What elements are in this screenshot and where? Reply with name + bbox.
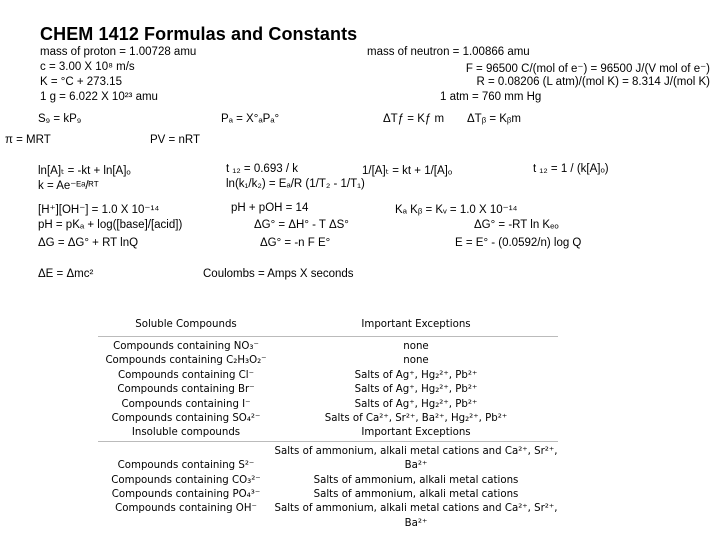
table-cell: Important Exceptions — [361, 427, 471, 439]
table-cell: Compounds containing Cl⁻ — [117, 369, 255, 381]
proton-mass: mass of proton = 1.00728 amu — [40, 46, 197, 58]
gibbs-enthalpy-entropy: ΔG° = ΔH° - T ΔS° — [254, 219, 349, 231]
table-cell: Compounds containing PO₄³⁻ — [111, 489, 261, 501]
mass-energy-equivalence: ΔE = Δmc² — [38, 268, 94, 280]
table-row — [98, 412, 558, 426]
gas-constant: R = 0.08206 (L atm)/(mol K) = 8.314 J/(mol K) — [476, 76, 710, 88]
table-cell: Compounds containing OH⁻ — [115, 503, 257, 515]
first-order-half-life: t ₁₂ = 0.693 / k — [226, 163, 298, 175]
header-soluble: Soluble Compounds — [135, 319, 237, 330]
boiling-point-elevation: ΔTᵦ = Kᵦm — [467, 113, 521, 125]
solubility-table — [98, 316, 558, 531]
freezing-point-depression: ΔTƒ = Kƒ m — [383, 113, 445, 125]
table-cell: none — [403, 355, 429, 367]
table-cell: Compounds containing S²⁻ — [117, 460, 255, 472]
henderson-hasselbalch: pH = pKₐ + log([base]/[acid]) — [38, 219, 183, 231]
table-row — [98, 369, 558, 383]
gibbs-cell-potential: ΔG° = -n F E° — [260, 237, 331, 249]
osmotic-pressure: π = MRT — [5, 134, 51, 146]
arrhenius-equation: k = Ae⁻ᴱᵃ/ᴿᵀ — [38, 180, 99, 192]
table-cell: Salts of Ag⁺, Hg₂²⁺, Pb²⁺ — [354, 369, 478, 381]
table-cell: none — [403, 341, 429, 352]
coulombs-definition: Coulombs = Amps X seconds — [203, 268, 354, 280]
table-row — [98, 340, 558, 354]
neutron-mass: mass of neutron = 1.00866 amu — [367, 46, 530, 58]
table-row — [98, 502, 558, 531]
table-header-row — [98, 316, 558, 337]
gibbs-equilibrium: ΔG° = -RT ln Kₑₒ — [474, 219, 559, 231]
table-row — [98, 488, 558, 502]
arrhenius-two-point: ln(k₁/k₂) = Eₐ/R (1/T₂ - 1/T₁) — [226, 178, 365, 190]
table-cell: Salts of ammonium, alkali metal cations — [313, 489, 519, 501]
table-cell: Salts of ammonium, alkali metal cations and Ca²⁺, Sr²⁺, Ba²⁺ — [274, 445, 558, 472]
table-cell: Compounds containing Br⁻ — [117, 384, 255, 396]
ka-kb-relation: Kₐ Kᵦ = Kᵥ = 1.0 X 10⁻¹⁴ — [395, 204, 518, 216]
table-row — [98, 445, 558, 474]
table-cell: Salts of ammonium, alkali metal cations — [313, 474, 519, 486]
table-cell: Salts of Ca²⁺, Sr²⁺, Ba²⁺, Hg₂²⁺, Pb²⁺ — [324, 413, 508, 425]
ideal-gas-law: PV = nRT — [150, 134, 200, 146]
second-order-half-life: t ₁₂ = 1 / (k[A]ₒ) — [533, 163, 609, 175]
table-cell: Compounds containing C₂H₃O₂⁻ — [105, 355, 267, 367]
atm-conversion: 1 atm = 760 mm Hg — [440, 91, 542, 103]
table-row — [98, 398, 558, 412]
table-cell: Salts of Ag⁺, Hg₂²⁺, Pb²⁺ — [354, 398, 478, 410]
header-exceptions: Important Exceptions — [361, 319, 471, 330]
gibbs-reaction-quotient: ΔG = ΔG° + RT lnQ — [38, 237, 139, 249]
table-cell: Compounds containing I⁻ — [121, 398, 251, 410]
avogadro-relation: 1 g = 6.022 X 10²³ amu — [40, 91, 158, 103]
table-cell: Compounds containing NO₃⁻ — [113, 341, 259, 352]
table-row — [98, 354, 558, 368]
henry-law: S₉ = kP₉ — [38, 113, 82, 125]
kelvin-conversion: K = °C + 273.15 — [40, 76, 122, 88]
table-row — [98, 474, 558, 488]
faraday-constant: F = 96500 C/(mol of e⁻) = 96500 J/(V mol of e⁻) — [465, 63, 710, 75]
table-cell: Insoluble compounds — [131, 427, 241, 439]
table-cell: Salts of ammonium, alkali metal cations and Ca²⁺, Sr²⁺, Ba²⁺ — [274, 503, 558, 529]
ph-poh-sum: pH + pOH = 14 — [231, 202, 309, 214]
water-ion-product: [H⁺][OH⁻] = 1.0 X 10⁻¹⁴ — [38, 204, 160, 216]
raoult-law: Pₐ = X°ₐPₐ° — [221, 113, 280, 125]
table-cell: Compounds containing CO₃²⁻ — [111, 474, 261, 486]
table-cell: Compounds containing SO₄²⁻ — [111, 413, 261, 425]
table-row — [98, 426, 558, 441]
first-order-rate: ln[A]ₜ = -kt + ln[A]ₒ — [38, 165, 131, 177]
table-cell: Salts of Ag⁺, Hg₂²⁺, Pb²⁺ — [354, 384, 478, 396]
nernst-equation: E = E° - (0.0592/n) log Q — [455, 237, 582, 249]
second-order-rate: 1/[A]ₜ = kt + 1/[A]ₒ — [362, 165, 453, 177]
speed-of-light: c = 3.00 X 10⁸ m/s — [40, 61, 135, 73]
page-title: CHEM 1412 Formulas and Constants — [40, 24, 358, 44]
table-row — [98, 383, 558, 397]
